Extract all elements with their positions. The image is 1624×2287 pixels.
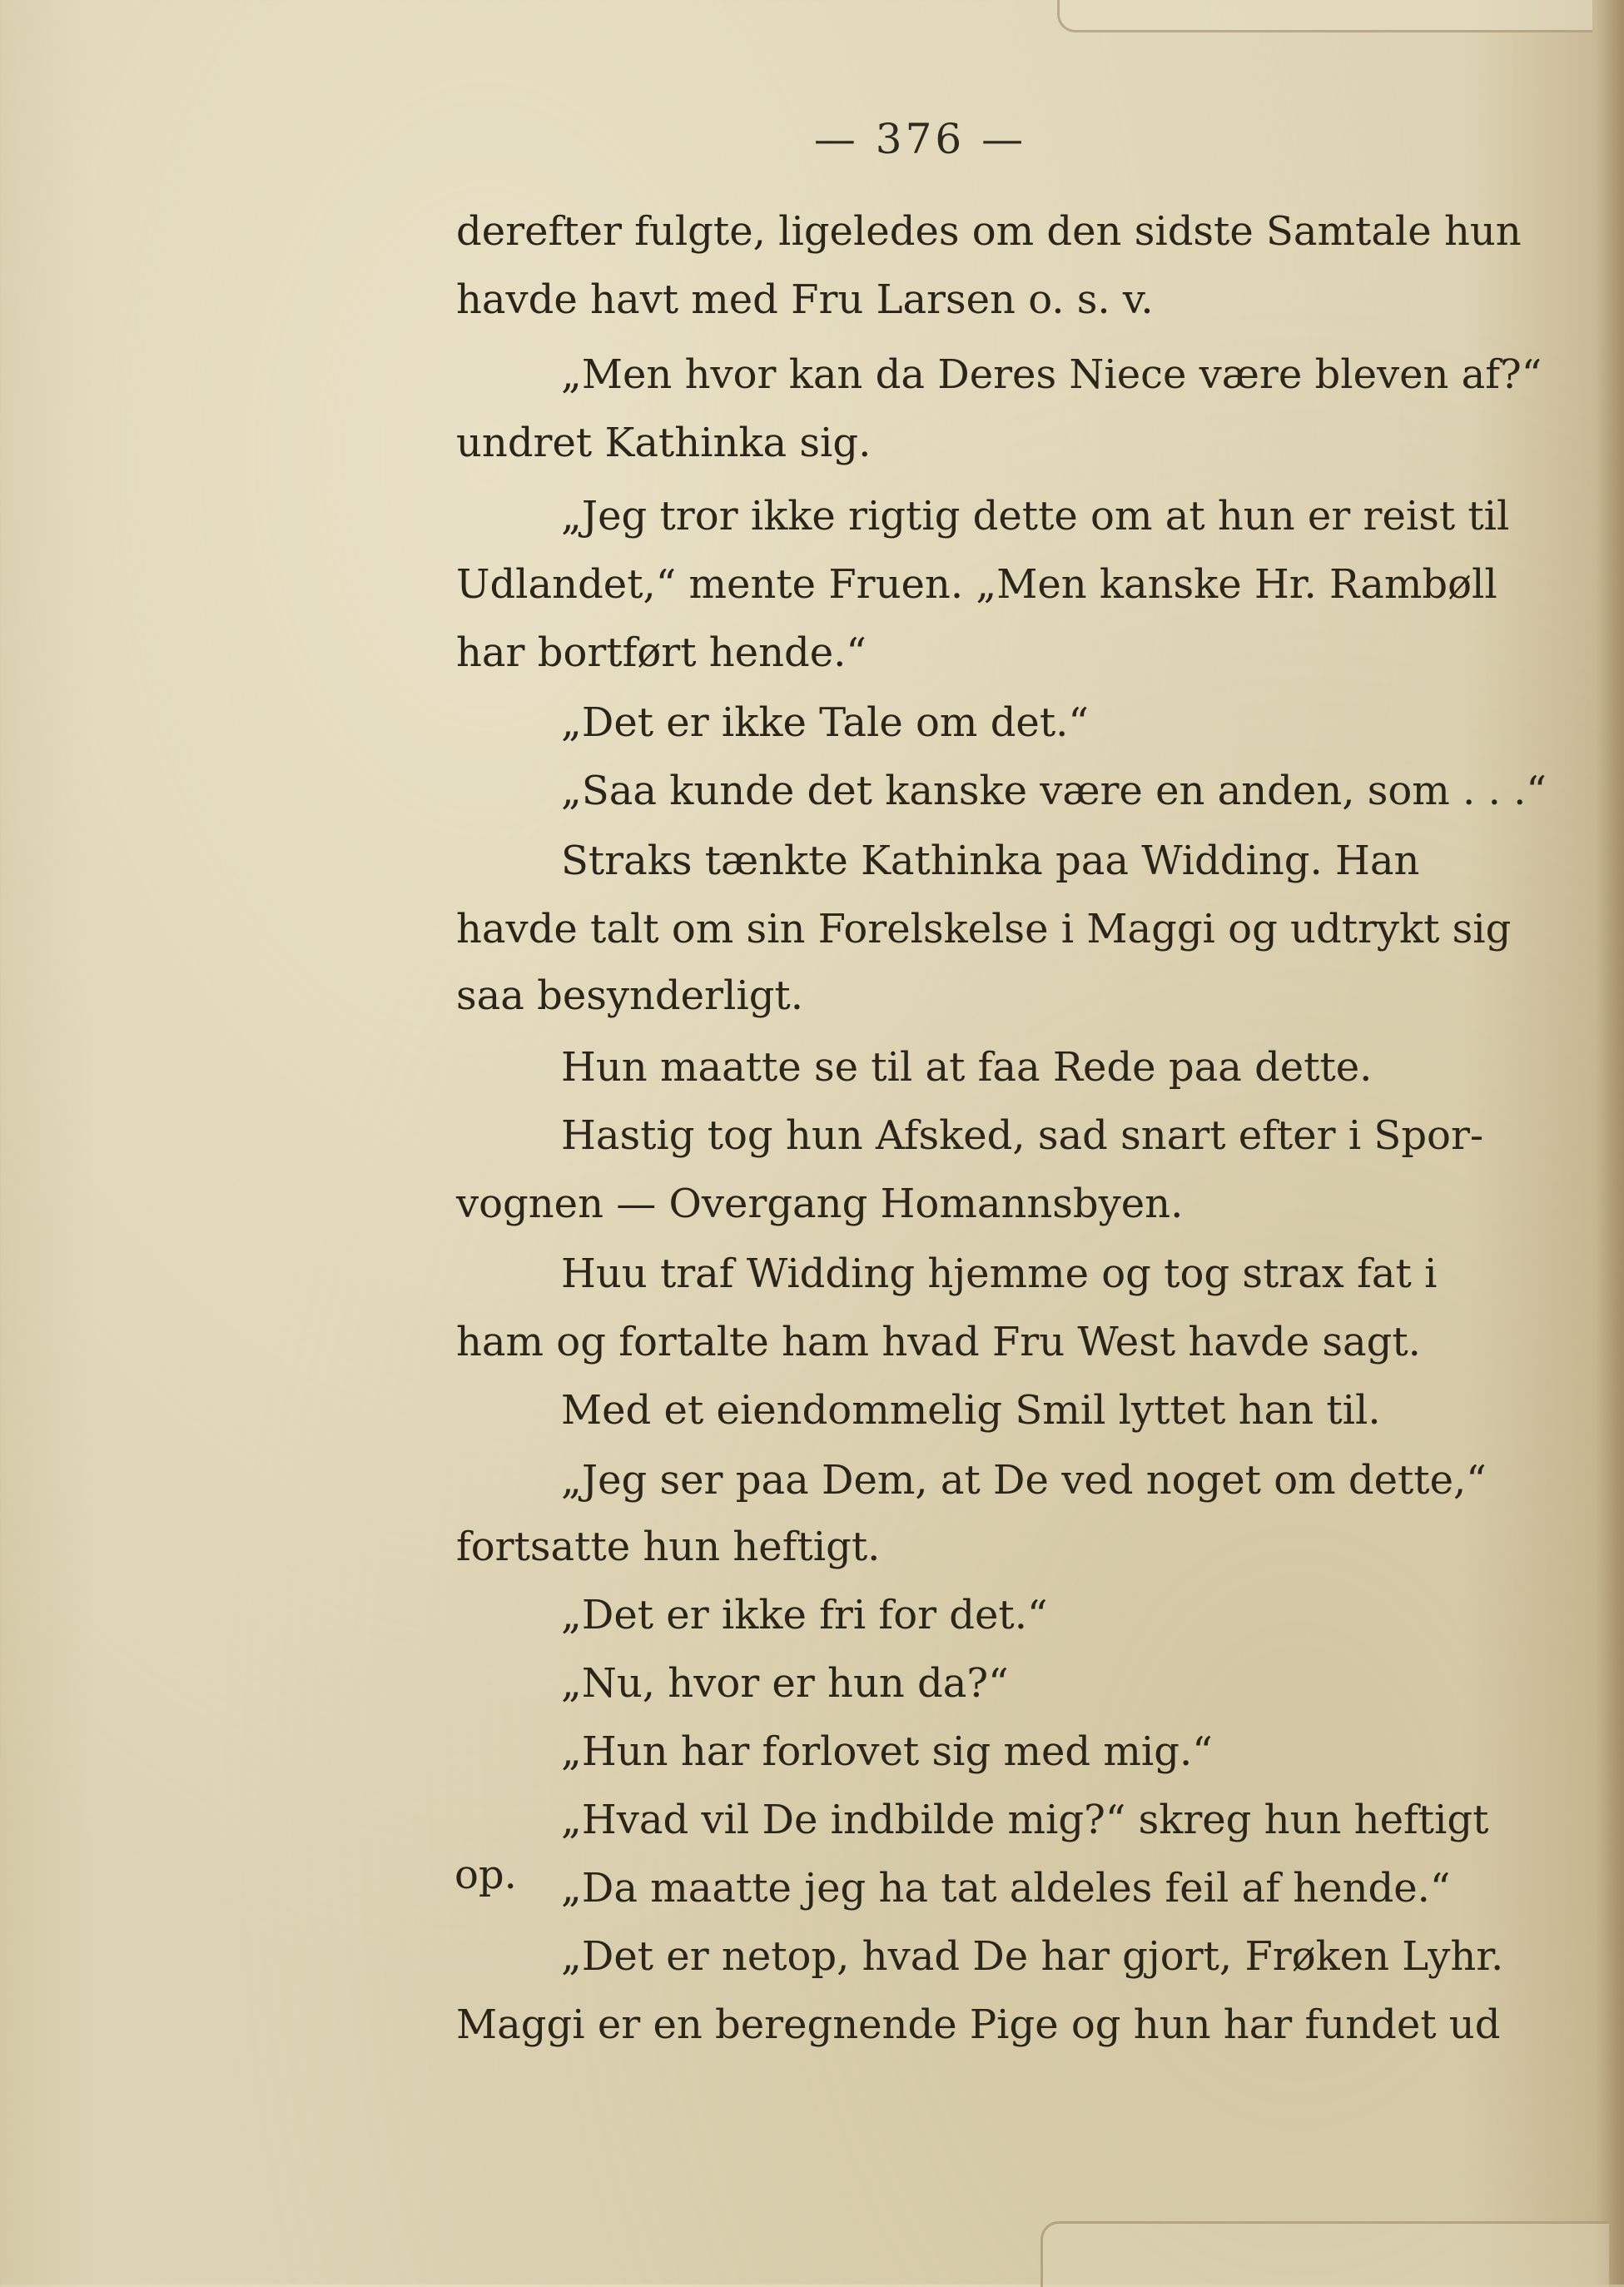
text-line: ham og fortalte ham hvad Fru West havde sagt.: [456, 1319, 1421, 1365]
text-line: Straks tænkte Kathinka paa Widding. Han: [561, 838, 1420, 884]
text-line: „Jeg ser paa Dem, at De ved noget om dette,“: [561, 1457, 1487, 1504]
paper-fold-bottom: [1040, 2221, 1609, 2287]
text-line: Hun maatte se til at faa Rede paa dette.: [561, 1044, 1373, 1091]
page-number: — 376 —: [813, 115, 1027, 163]
text-line: Udlandet,“ mente Fruen. „Men kanske Hr. Rambøll: [456, 561, 1497, 608]
text-line: „Hvad vil De indbilde mig?“ skreg hun heftigt: [561, 1797, 1489, 1843]
text-line: havde havt med Fru Larsen o. s. v.: [456, 276, 1154, 323]
text-line: Hastig tog hun Afsked, sad snart efter i Spor-: [561, 1112, 1484, 1159]
text-line: havde talt om sin Forelskelse i Maggi og udtrykt sig: [456, 906, 1512, 952]
text-line: undret Kathinka sig.: [456, 420, 872, 466]
text-line: saa besynderligt.: [456, 972, 803, 1019]
text-line: „Da maatte jeg ha tat aldeles feil af hende.“: [561, 1865, 1451, 1912]
text-line: „Jeg tror ikke rigtig dette om at hun er reist til: [561, 493, 1510, 539]
paper-fold-top: [1057, 0, 1592, 32]
text-line: „Men hvor kan da Deres Niece være bleven af?“: [561, 351, 1542, 398]
text-line: Maggi er en beregnende Pige og hun har fundet ud: [456, 2001, 1501, 2048]
margin-note: op.: [454, 1852, 517, 1898]
text-line: „Det er ikke fri for det.“: [561, 1592, 1048, 1638]
text-line: „Saa kunde det kanske være en anden, som . . .“: [561, 768, 1547, 814]
text-line: derefter fulgte, ligeledes om den sidste Samtale hun: [456, 208, 1522, 255]
text-line: „Det er ikke Tale om det.“: [561, 699, 1089, 746]
text-line: fortsatte hun heftigt.: [456, 1524, 881, 1570]
text-line: har bortført hende.“: [456, 629, 867, 676]
text-line: „Nu, hvor er hun da?“: [561, 1660, 1009, 1707]
text-line: Med et eiendommelig Smil lyttet han til.: [561, 1387, 1381, 1434]
text-line: „Hun har forlovet sig med mig.“: [561, 1728, 1213, 1775]
text-line: „Det er netop, hvad De har gjort, Frøken Lyhr.: [561, 1933, 1504, 1980]
text-line: vognen — Overgang Homannsbyen.: [456, 1181, 1184, 1227]
text-line: Huu traf Widding hjemme og tog strax fat i: [561, 1250, 1438, 1297]
